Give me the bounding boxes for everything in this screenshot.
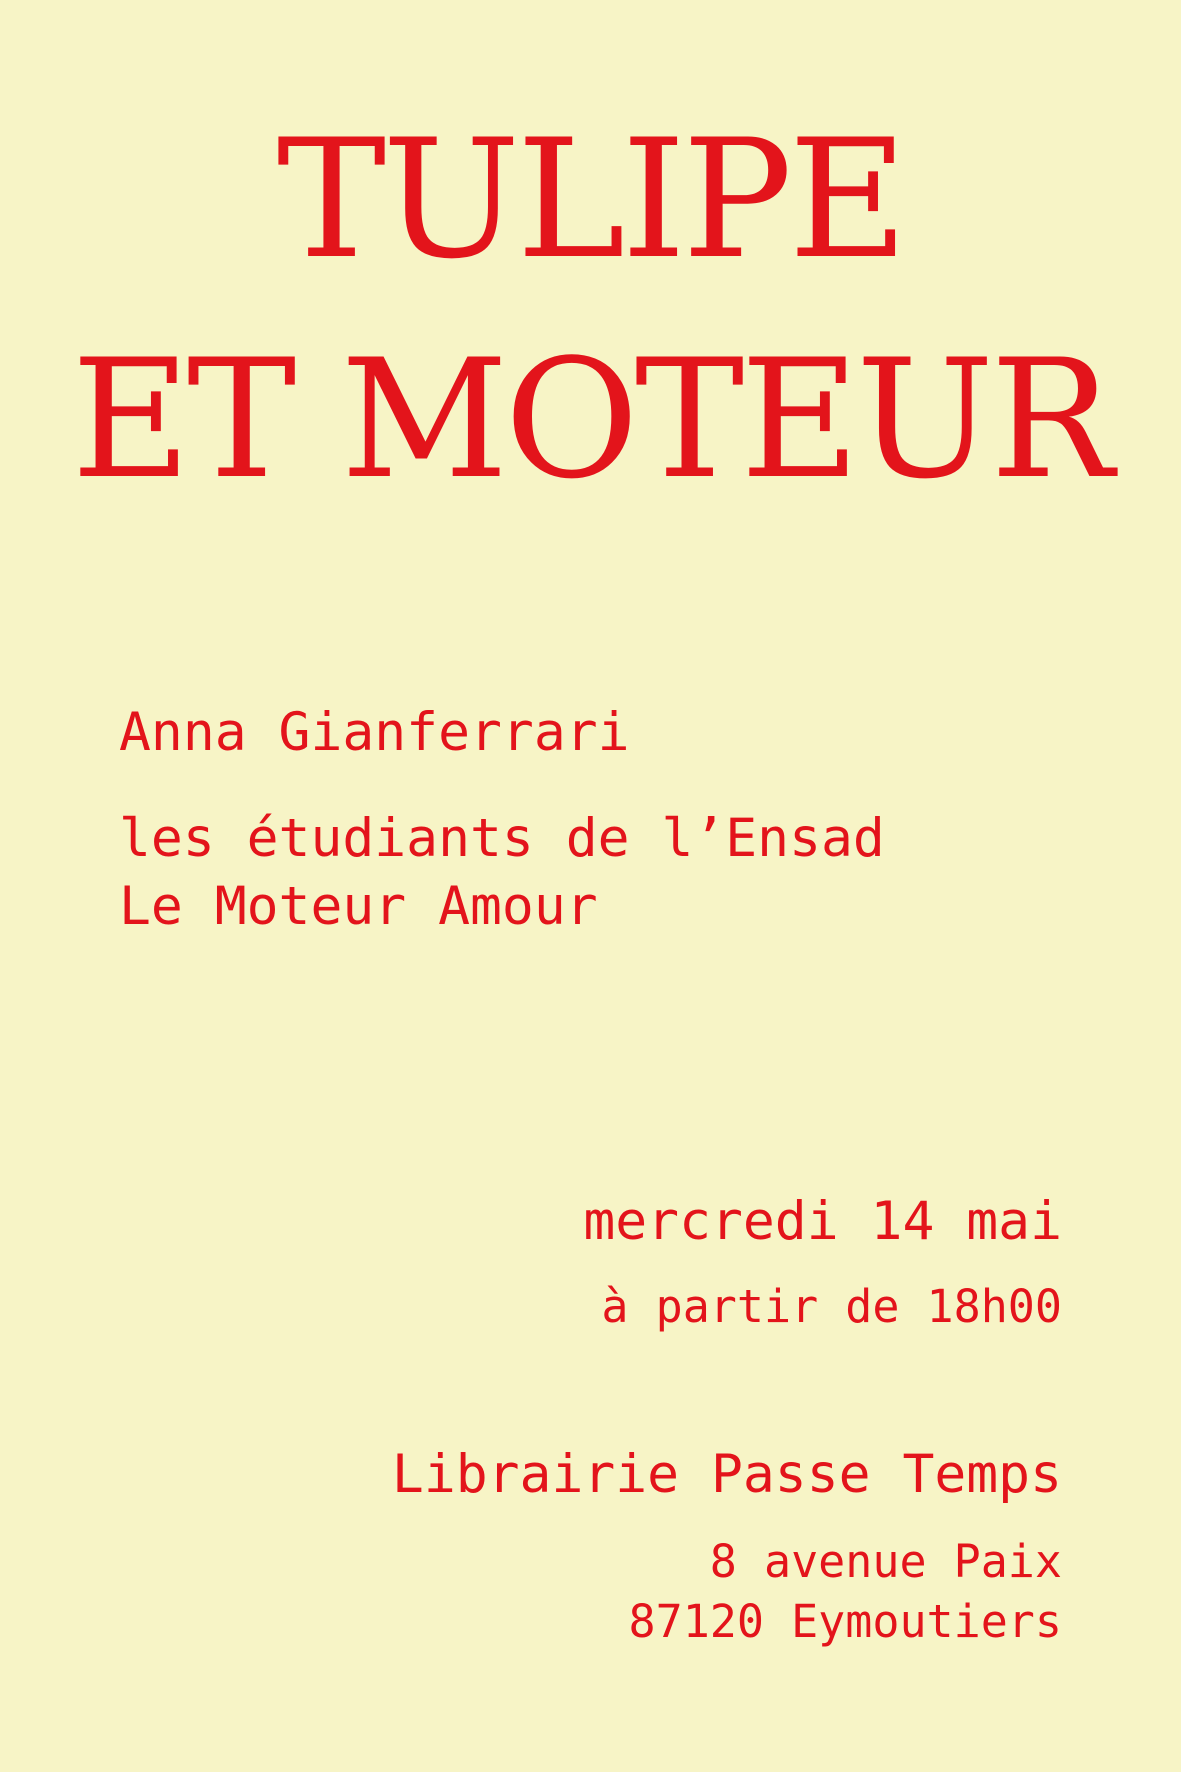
venue-address-line-2: 87120 Eymoutiers xyxy=(628,1595,1062,1648)
venue-name: Librairie Passe Temps xyxy=(391,1444,1062,1505)
event-time: à partir de 18h00 xyxy=(601,1280,1062,1333)
poster-title-line-1: TULIPE xyxy=(276,104,905,295)
participant-name: Anna Gianferrari xyxy=(119,702,630,763)
venue-address-line-1: 8 avenue Paix xyxy=(709,1535,1062,1588)
event-date: mercredi 14 mai xyxy=(583,1191,1062,1252)
participant-name: les étudiants de l’Ensad xyxy=(119,808,885,869)
participant-name: Le Moteur Amour xyxy=(119,876,598,937)
poster-title-line-2: ET MOTEUR xyxy=(71,324,1110,515)
